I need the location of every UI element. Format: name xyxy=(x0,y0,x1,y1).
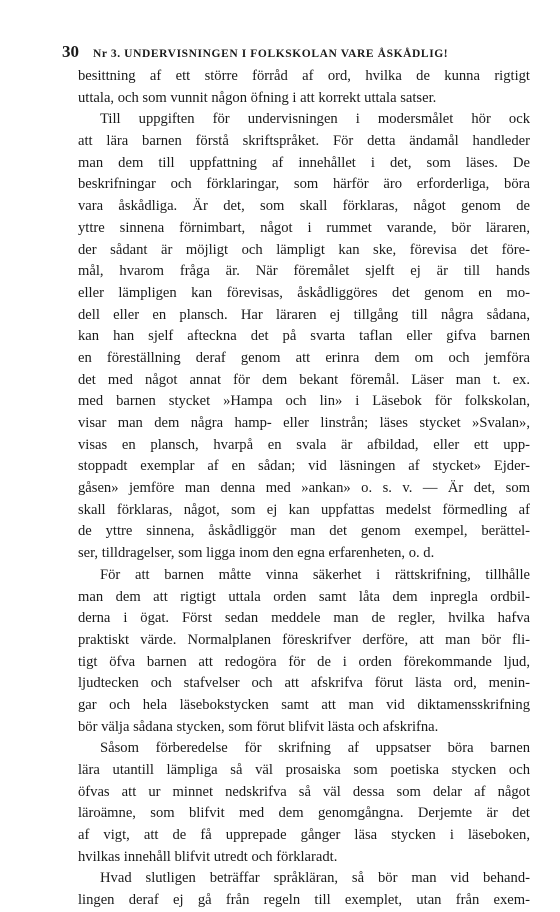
text-line: lingen deraf ej gå från regeln till exemplet, utan från exem- xyxy=(78,892,530,909)
text-line: med barnen stycket »Hampa och lin» i Läsebok för folkskolan, xyxy=(78,393,530,410)
text-line: stoppadt exemplar af en sådan; vid läsningen af stycket» Ejder- xyxy=(78,458,530,475)
text-line: Såsom förberedelse för skrifning af uppsatser böra barnen xyxy=(100,740,530,757)
text-line: öfvas att ur minnet nedskrifva så väl dessa som delar af något xyxy=(78,783,530,800)
text-line: Hvad slutligen beträffar språkläran, så bör man vid behand- xyxy=(100,870,530,887)
running-title: Nr 3. UNDERVISNINGEN I FOLKSKOLAN VARE ÅSKÅDLIG! xyxy=(93,48,449,60)
text-line: gar och hela läsebokstycken samt att man vid diktamensskrifning xyxy=(78,696,530,713)
text-line: uttala, och som vunnit någon öfning i att korrekt uttala satser. xyxy=(78,89,437,106)
text-line: dell eller en plansch. Har läraren ej tillgång till några sådana, xyxy=(78,306,530,323)
page-number: 30 xyxy=(62,42,79,61)
text-line: att lära barnen förstå skriftspråket. För detta ändamål handleder xyxy=(78,133,530,150)
text-line: derna i ögat. Först sedan meddele man de regler, hvilka hafva xyxy=(78,610,530,627)
text-line: tigt öfva barnen att redogöra för de i orden förekommande ljud, xyxy=(78,653,530,670)
text-line: lära utantill lämpliga så väl prosaiska som poetiska stycken och xyxy=(78,762,530,778)
text-line: man dem till uppfattning af innehållet i det, som läses. De xyxy=(78,154,530,171)
text-line: gåsen» jemföre man denna med »ankan» o. s. v. — Är det, som xyxy=(78,480,530,497)
text-line: der sådant är möjligt och lämpligt kan ske, förevisa det före- xyxy=(78,241,530,258)
text-line: man dem att rigtigt uttala orden samt låta dem inpregla ordbil- xyxy=(78,588,530,605)
body-text xyxy=(78,66,530,912)
text-line: visar man dem några hamp- eller linstrån; läses stycket »Svalan», xyxy=(78,415,530,431)
text-line: eller lämpligen kan förevisas, åskådliggöres det genom en mo- xyxy=(78,284,530,301)
text-line: hvilkas innehåll blifvit utredt och förklaradt. xyxy=(78,848,338,865)
text-line: Till uppgiften för undervisningen i modersmålet hör ock xyxy=(100,111,530,128)
text-line: praktiskt värde. Normalplanen föreskrifver derföre, att man bör fli- xyxy=(78,631,530,648)
text-line: af vigt, att de få upprepade gånger läsa stycken i läseboken, xyxy=(78,827,530,844)
text-line: bör välja sådana stycken, som förut blifvit lästa och afskrifna. xyxy=(78,718,439,735)
text-line: ser, tilldragelser, som ligga inom den egna erfarenheten, o. d. xyxy=(78,545,435,562)
text-line: det med något annat för dem bekant föremål. Läser man t. ex. xyxy=(78,371,530,388)
text-line: skall förklaras, något, som ej kan uppfattas medelst förmedling af xyxy=(78,501,530,518)
text-line: mål, hvarom fråga är. När föremålet sjelft ej är till hands xyxy=(78,263,530,280)
text-line: kan han sjelf afteckna det på svarta taflan eller gifva barnen xyxy=(78,328,530,345)
text-line: yttre sinnena förnimbart, något i rummet varande, bör läraren, xyxy=(78,219,530,236)
text-line: visas en plansch, hvarpå en svala är afbildad, eller ett upp- xyxy=(78,436,530,453)
text-line: läroämne, som blifvit med dem genomgångna. Derjemte är det xyxy=(78,805,530,822)
text-line: de yttre sinnena, åskådliggör man det genom exempel, berättel- xyxy=(78,523,530,540)
text-line: ljudtecken och stafvelser och att afskrifva förut lästa ord, menin- xyxy=(78,675,530,692)
text-line: beskrifningar och förklaringar, som härför äro erforderliga, böra xyxy=(78,176,530,193)
text-line: en föreställning deraf genom att erinra dem om och jemföra xyxy=(78,349,530,366)
page-header xyxy=(62,42,532,62)
text-line: besittning af ett större förråd af ord, hvilka de kunna rigtigt xyxy=(78,68,530,84)
text-line: vara åskådliga. Är det, som skall förklaras, något genom de xyxy=(78,198,530,215)
text-line: För att barnen måtte vinna säkerhet i rättskrifning, tillhålle xyxy=(100,566,530,583)
